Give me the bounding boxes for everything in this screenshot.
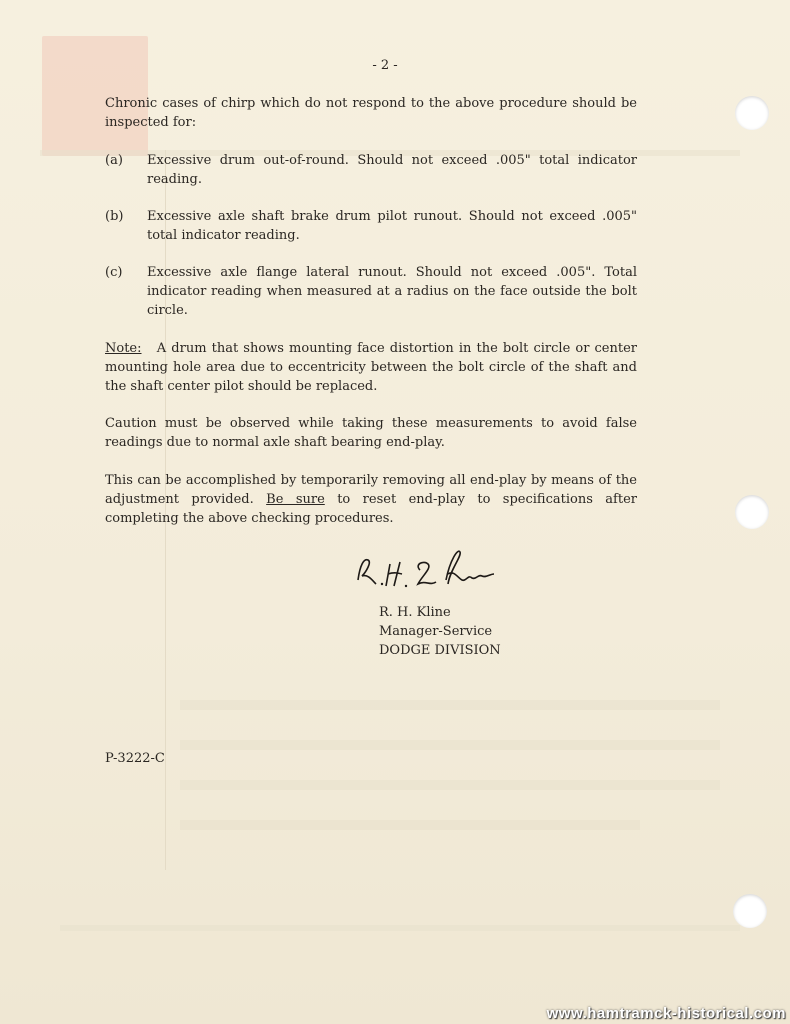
document-code: P-3222-C	[105, 751, 165, 766]
adjustment-emphasis: Be sure	[266, 492, 325, 507]
handwritten-signature	[350, 540, 500, 600]
note-text: A drum that shows mounting face distortion in the bolt circle or center mounting hole area due to eccentricity between the bolt circle of the shaft and the shaft center pilot should be replaced.	[105, 341, 637, 394]
signatory-name: R. H. Kline	[379, 605, 451, 620]
bleed-through-band	[60, 925, 740, 931]
signatory-division: DODGE DIVISION	[379, 643, 501, 658]
bleed-through-band	[180, 780, 720, 790]
list-item-text: Excessive drum out-of-round. Should not exceed .005" total indicator reading.	[147, 153, 637, 187]
list-item	[105, 151, 637, 191]
list-item-text: Excessive axle flange lateral runout. Should not exceed .005". Total indicator reading when measured at a radius on the face outside the bolt circle.	[147, 265, 637, 318]
punch-hole	[735, 96, 769, 130]
bleed-through-band	[180, 820, 640, 830]
caution-paragraph: Caution must be observed while taking these measurements to avoid false readings due to normal axle shaft bearing end-play.	[105, 416, 637, 450]
website-watermark: www.hamtramck-historical.com	[546, 1005, 786, 1022]
signature-block	[379, 603, 501, 660]
intro-paragraph: Chronic cases of chirp which do not respond to the above procedure should be inspected for:	[105, 96, 637, 130]
note-paragraph	[105, 339, 637, 396]
list-item	[105, 263, 637, 323]
bleed-through-band	[180, 700, 720, 710]
list-item-label: (a)	[105, 153, 123, 168]
punch-hole	[733, 894, 767, 928]
list-item-label: (b)	[105, 209, 124, 224]
list-item	[105, 207, 637, 247]
list-item-text: Excessive axle shaft brake drum pilot runout. Should not exceed .005" total indicator reading.	[147, 209, 637, 243]
bleed-through-band	[180, 740, 720, 750]
punch-hole	[735, 495, 769, 529]
adjustment-text-start: This can be accomplished by temporarily removing all end-play by means of the adjustment provided.	[105, 473, 637, 507]
adjustment-text-end: to reset end-play to specifications after completing the above checking procedures.	[105, 492, 637, 526]
signatory-title: Manager-Service	[379, 624, 493, 639]
adjustment-paragraph	[105, 471, 637, 528]
page-number: - 2 -	[372, 58, 398, 73]
note-label: Note:	[105, 341, 142, 356]
list-item-label: (c)	[105, 265, 123, 280]
